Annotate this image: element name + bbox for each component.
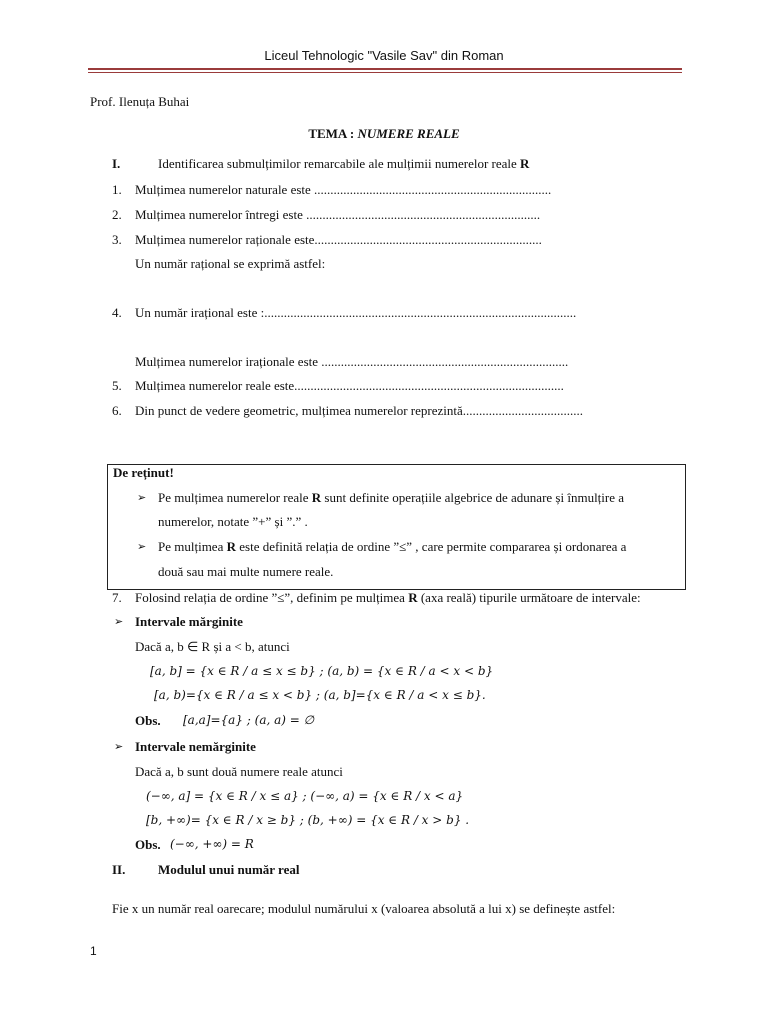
bounded-obs-label: Obs.	[135, 713, 161, 728]
item-number: 1.	[112, 182, 122, 197]
item-text: Din punct de vedere geometric, mulțimea numerelor reprezintă.....................................	[135, 403, 583, 418]
arrow-bullet-icon: ➢	[137, 492, 147, 504]
item-text: Un număr irațional este :................................................................................................	[135, 305, 577, 320]
unbounded-heading: Intervale nemărginite	[135, 739, 256, 754]
bounded-obs-text: [a,a]={a} ; (a, a) = ∅	[183, 713, 315, 727]
page-title	[0, 126, 768, 142]
item-number: 2.	[112, 207, 122, 222]
item-number: 7.	[112, 590, 122, 605]
remember-bullet-1-symbol: R	[311, 490, 322, 505]
remember-bullet-2-symbol: R	[226, 539, 236, 554]
title-topic: NUMERE REALE	[357, 126, 460, 141]
arrow-bullet-icon: ➢	[137, 541, 147, 553]
title-prefix: TEMA :	[308, 126, 358, 141]
section2-text: Fie x un număr real oarecare; modulul numărului x (valoarea absolută a lui x) se definește astfel:	[112, 901, 616, 916]
item-text: Mulțimea numerelor raționale este......................................................................	[135, 232, 542, 247]
author-line: Prof. Ilenuța Buhai	[90, 94, 190, 109]
page-number: 1	[90, 944, 97, 958]
item7-text-b: (axa reală) tipurile următoare de intervale:	[420, 590, 641, 605]
item7-text	[135, 590, 641, 606]
unbounded-obs-label: Obs.	[135, 837, 161, 852]
unbounded-obs-text: (−∞, +∞) = R	[170, 837, 254, 851]
bounded-formula-2: [a, b)={x ∈ R / a ≤ x < b} ; (a, b]={x ∈ R / a < x ≤ b}.	[154, 688, 486, 702]
item-text: Mulțimea numerelor întregi este ........................................................................	[135, 207, 541, 222]
item-number: 3.	[112, 232, 122, 247]
remember-bullet-2	[158, 539, 626, 555]
section1-heading-symbol: R	[520, 156, 530, 171]
item-text: Mulțimea numerelor iraționale este ............................................................................	[135, 354, 569, 369]
section1-heading-text: Identificarea submulțimilor remarcabile ale mulțimii numerelor reale	[158, 156, 517, 171]
remember-bullet-2-text-a: Pe mulțimea	[158, 539, 224, 554]
remember-bullet-1-continued: numerelor, notate ”+” și ”.” .	[158, 514, 308, 529]
page-header: Liceul Tehnologic "Vasile Sav" din Roman	[264, 48, 504, 63]
item7-text-a: Folosind relația de ordine ”≤”, definim pe mulțimea	[135, 590, 405, 605]
header-rule-thin	[88, 72, 682, 73]
arrow-bullet-icon: ➢	[114, 741, 124, 753]
item-number: 5.	[112, 378, 122, 393]
unbounded-formula-2: [b, +∞)= {x ∈ R / x ≥ b} ; (b, +∞) = {x ∈ R / x > b} .	[146, 813, 470, 827]
section2-numeral: II.	[112, 862, 126, 877]
section1-heading	[158, 156, 529, 172]
remember-bullet-2-text-b: este definită relația de ordine ”≤” , care permite compararea și ordonarea a	[239, 539, 627, 554]
unbounded-intro: Dacă a, b sunt două numere reale atunci	[135, 764, 343, 779]
bounded-intro: Dacă a, b ∈ R și a < b, atunci	[135, 639, 290, 654]
section1-numeral: I.	[112, 156, 121, 171]
unbounded-formula-1: (−∞, a] = {x ∈ R / x ≤ a} ; (−∞, a) = {x ∈ R / x < a}	[146, 789, 464, 803]
item7-symbol: R	[408, 590, 418, 605]
item-text: Un număr rațional se exprimă astfel:	[135, 256, 326, 271]
remember-bullet-1-text-b: sunt definite operațiile algebrice de adunare și înmulțire a	[324, 490, 625, 505]
header-rule-thick	[88, 68, 682, 70]
arrow-bullet-icon: ➢	[114, 616, 124, 628]
item-number: 6.	[112, 403, 122, 418]
section2-heading: Modulul unui număr real	[158, 862, 300, 877]
bounded-formula-1: [a, b] = {x ∈ R / a ≤ x ≤ b} ; (a, b) = {x ∈ R / a < x < b}	[150, 664, 494, 678]
item-text: Mulțimea numerelor naturale este .........................................................................	[135, 182, 552, 197]
bounded-heading: Intervale mărginite	[135, 614, 243, 629]
item-number: 4.	[112, 305, 122, 320]
remember-bullet-2-continued: două sau mai multe numere reale.	[158, 564, 334, 579]
remember-bullet-1-text-a: Pe mulțimea numerelor reale	[158, 490, 309, 505]
item-text: Mulțimea numerelor reale este...................................................................................	[135, 378, 564, 393]
remember-title: De reținut!	[113, 465, 174, 480]
remember-bullet-1	[158, 490, 624, 506]
